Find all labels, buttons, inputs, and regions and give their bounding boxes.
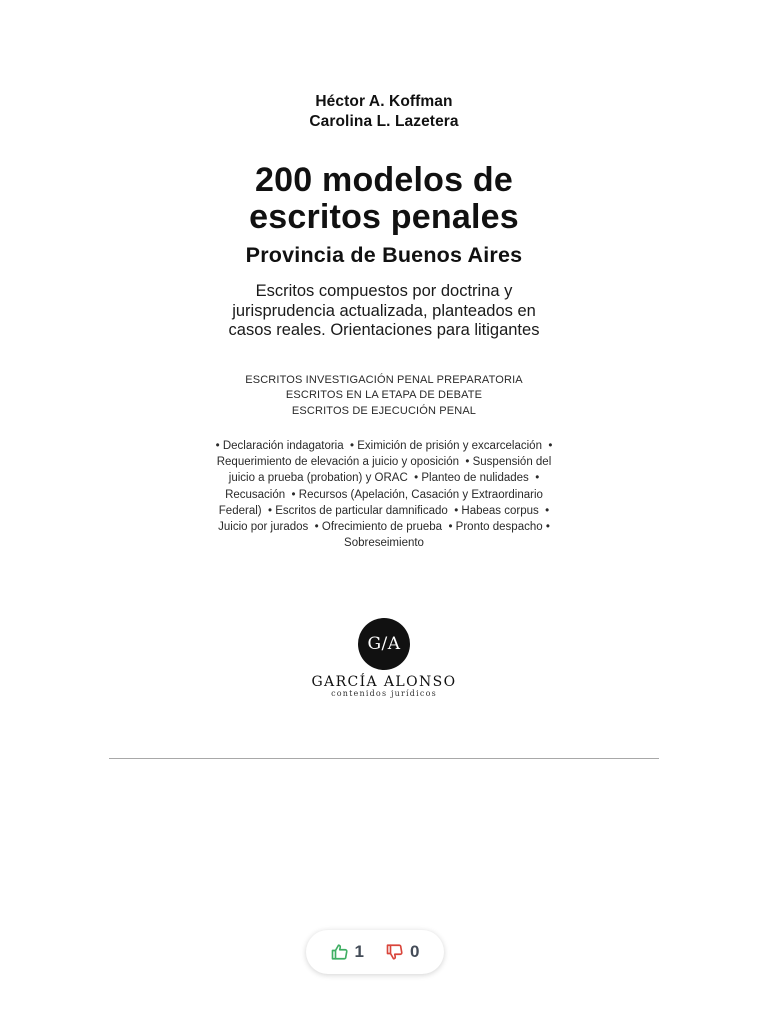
rating-widget [306,930,444,974]
topic-item: • Planteo de nulidades [414,472,529,485]
topic-item: • Pronto despacho [448,521,543,534]
topic-item: • Ofrecimiento de prueba [314,521,443,534]
upvote-count: 1 [354,942,364,961]
document-title [184,162,584,236]
topic-item: • Juicio por jurados [218,504,550,534]
publisher-logo [284,618,484,698]
upvote-button[interactable] [331,942,364,962]
topic-item: • Sobreseimiento [344,521,550,550]
publisher-name: GARCÍA ALONSO [311,674,457,690]
document-subtitle: Provincia de Buenos Aires [245,243,523,267]
section-item: ESCRITOS INVESTIGACIÓN PENAL PREPARATORIA [245,374,523,386]
publisher-tagline: contenidos jurídicos [331,689,437,698]
section-item: ESCRITOS EN LA ETAPA DE DEBATE [285,389,483,402]
page-divider [109,758,659,759]
thumbs-up-icon [331,943,349,961]
downvote-count: 0 [410,942,420,961]
title-line: 200 modelos de [255,161,513,199]
topic-item: • Escritos de particular damnificado [268,504,448,517]
topic-item: • Eximición de prisión y excarcelación [350,440,542,452]
publisher-logo-mark: G/A [358,618,410,670]
thumbs-down-icon [386,943,404,961]
authors [200,92,568,132]
topic-item: • Suspensión del juicio a prueba (probation) y ORAC [228,456,552,485]
section-item: ESCRITOS DE EJECUCIÓN PENAL [291,404,477,417]
author-name: Carolina L. Lazetera [309,113,459,130]
title-line: escritos penales [249,198,519,236]
topic-item: • Recusación [225,472,540,501]
downvote-button[interactable] [386,942,419,962]
topic-list [208,438,560,551]
document-description: Escritos compuestos por doctrina y jurisprudencia actualizada, planteados en casos reales. Orientaciones para litigantes [228,282,540,339]
topic-item: • Requerimiento de elevación a juicio y oposición [216,440,553,469]
author-name: Héctor A. Koffman [315,93,453,110]
topic-item: • Declaración indagatoria [215,440,344,452]
section-list [200,373,568,419]
topic-item: • Habeas corpus [454,504,539,517]
topic-item: • Recursos (Apelación, Casación y Extraordinario Federal) [218,488,543,517]
